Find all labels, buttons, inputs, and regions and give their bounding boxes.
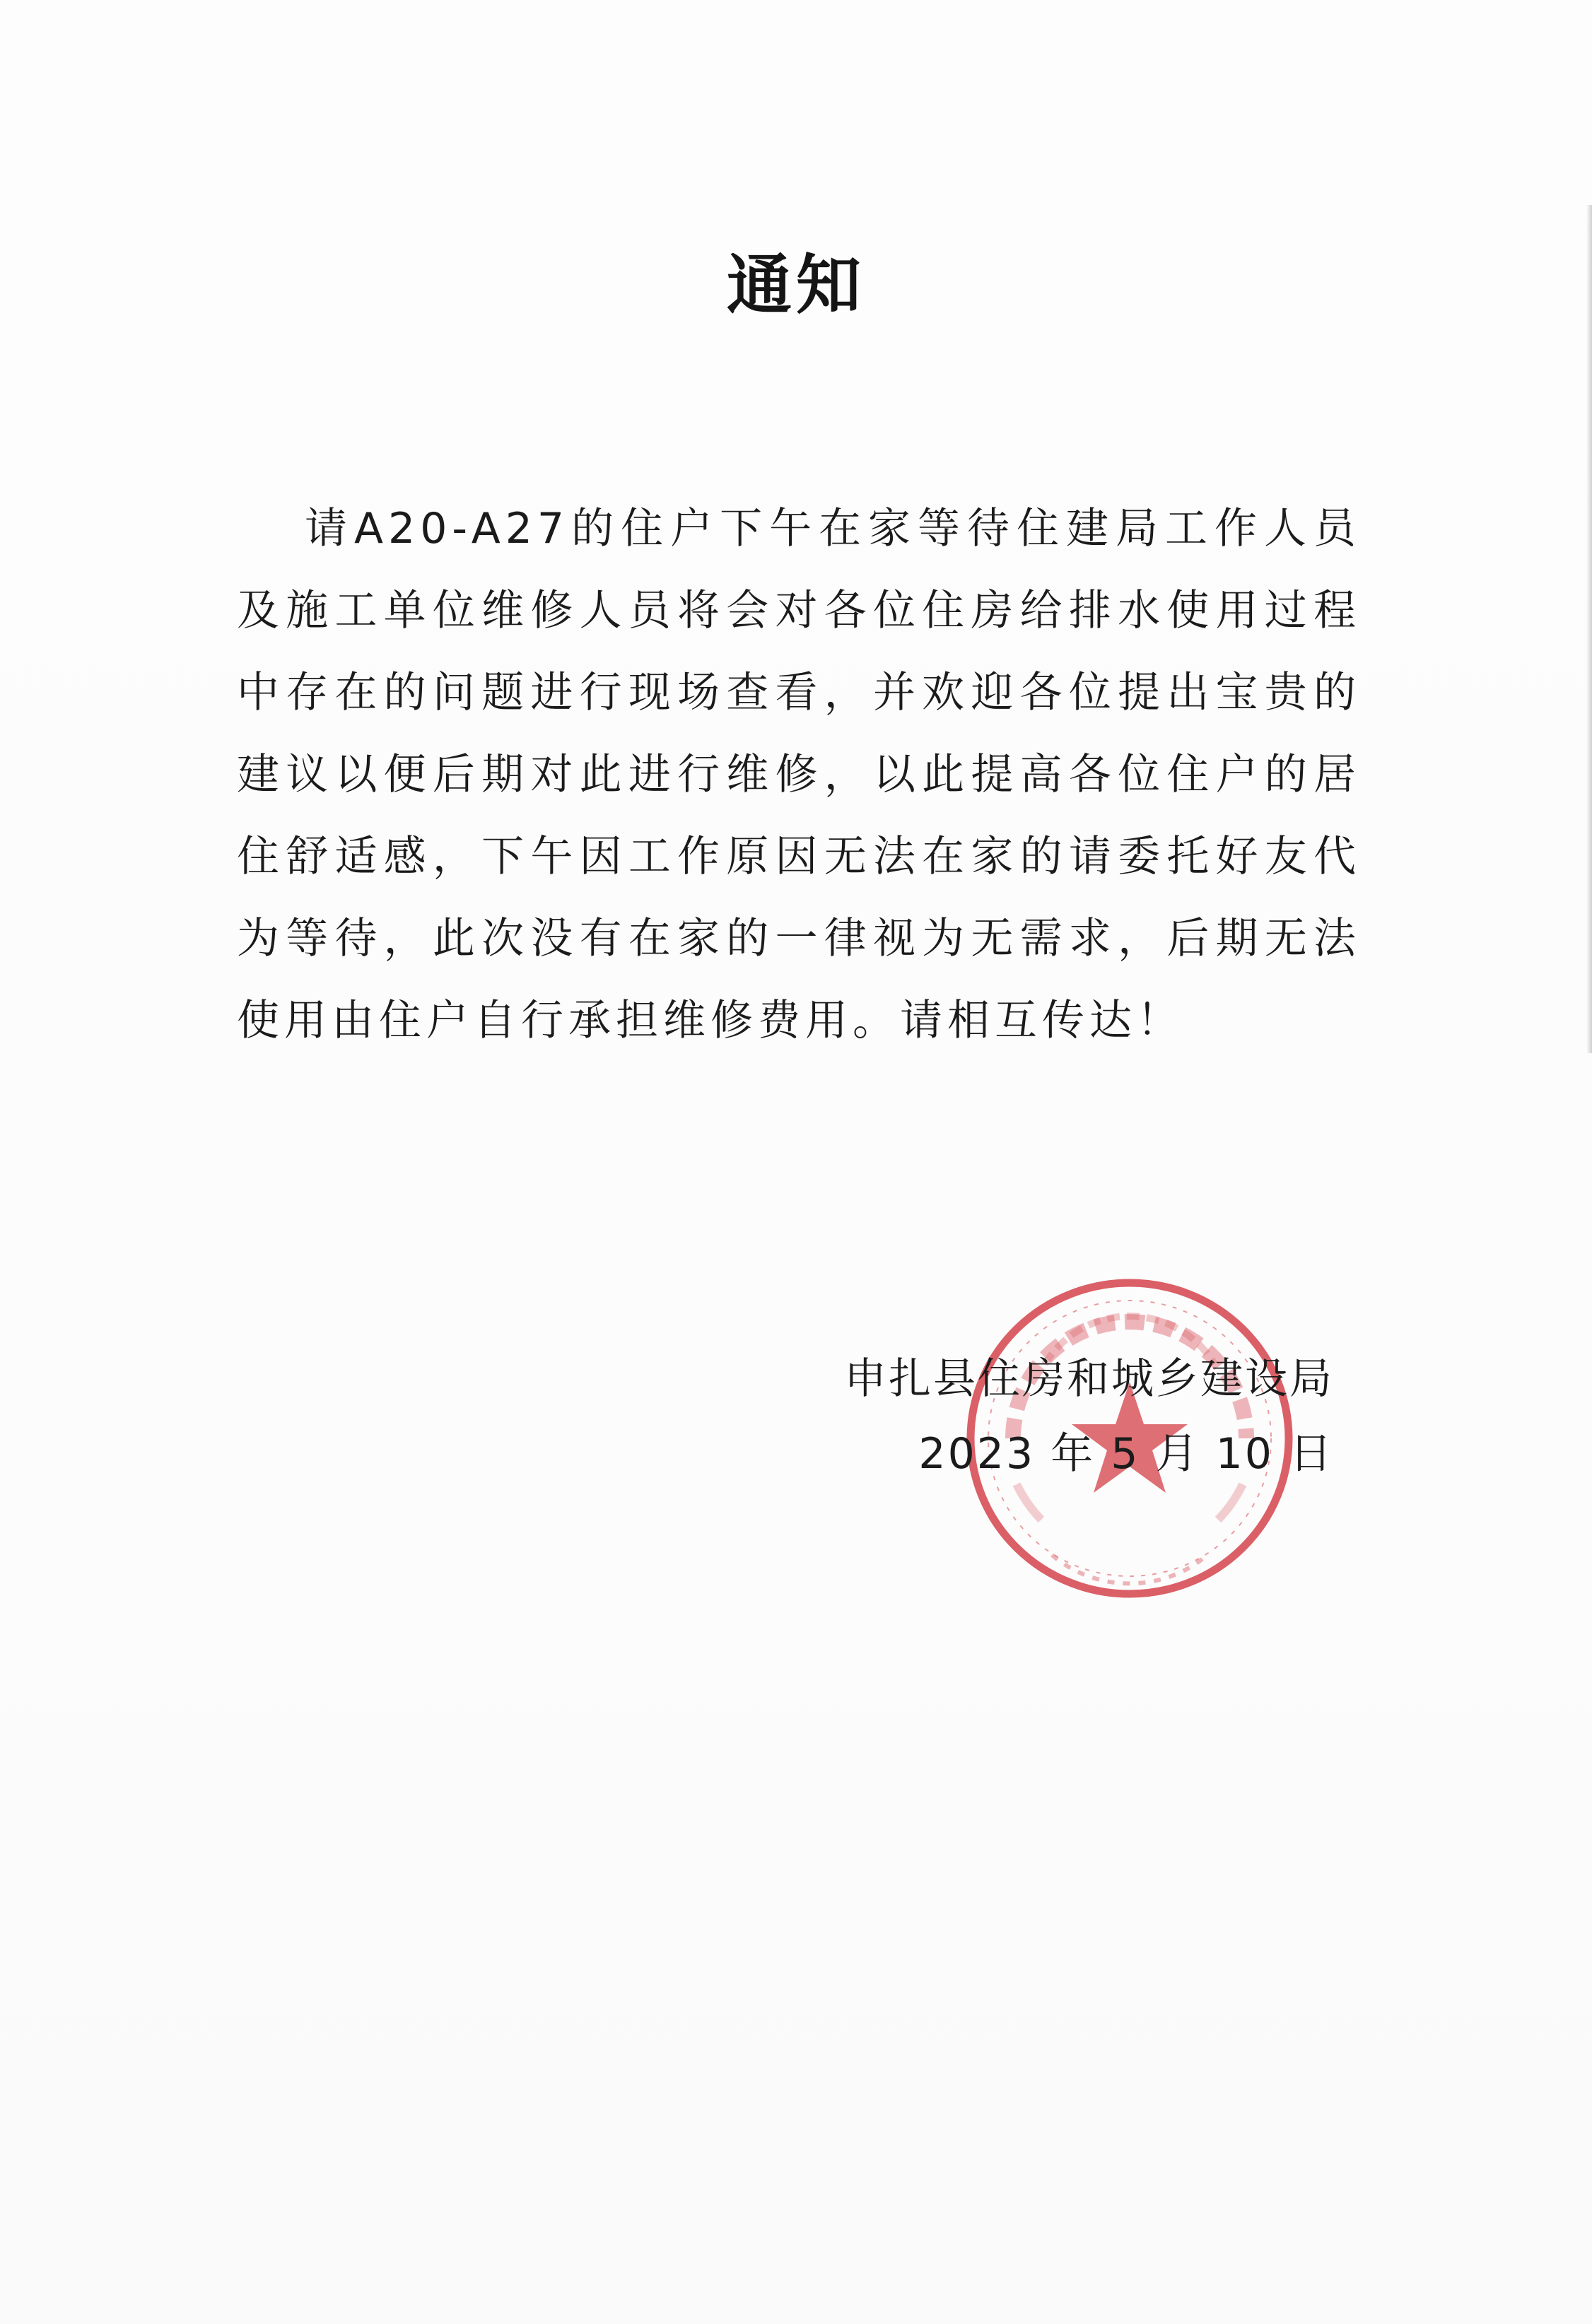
issuer-name: 申扎县住房和城乡建设局: [844, 1354, 1334, 1404]
issue-date: 2023 年 5 月 10 日: [918, 1429, 1334, 1479]
page-edge-shadow: [1586, 205, 1592, 1053]
document-title: 通知: [726, 247, 865, 323]
signature-block: [844, 1342, 1334, 1491]
notice-body: 请A20-A27的住户下午在家等待住建局工作人员及施工单位维修人员将会对各位住房给排水使用过程中存在的问题进行现场查看，并欢迎各位提出宝贵的建议以便后期对此进行维修，以此提高各位住户的居住舒适感，下午因工作原因无法在家的请委托好友代为等待，此次没有在家的一律视为无需求，后期无法使用由住户自行承担维修费用。请相互传达！: [237, 504, 1361, 1045]
